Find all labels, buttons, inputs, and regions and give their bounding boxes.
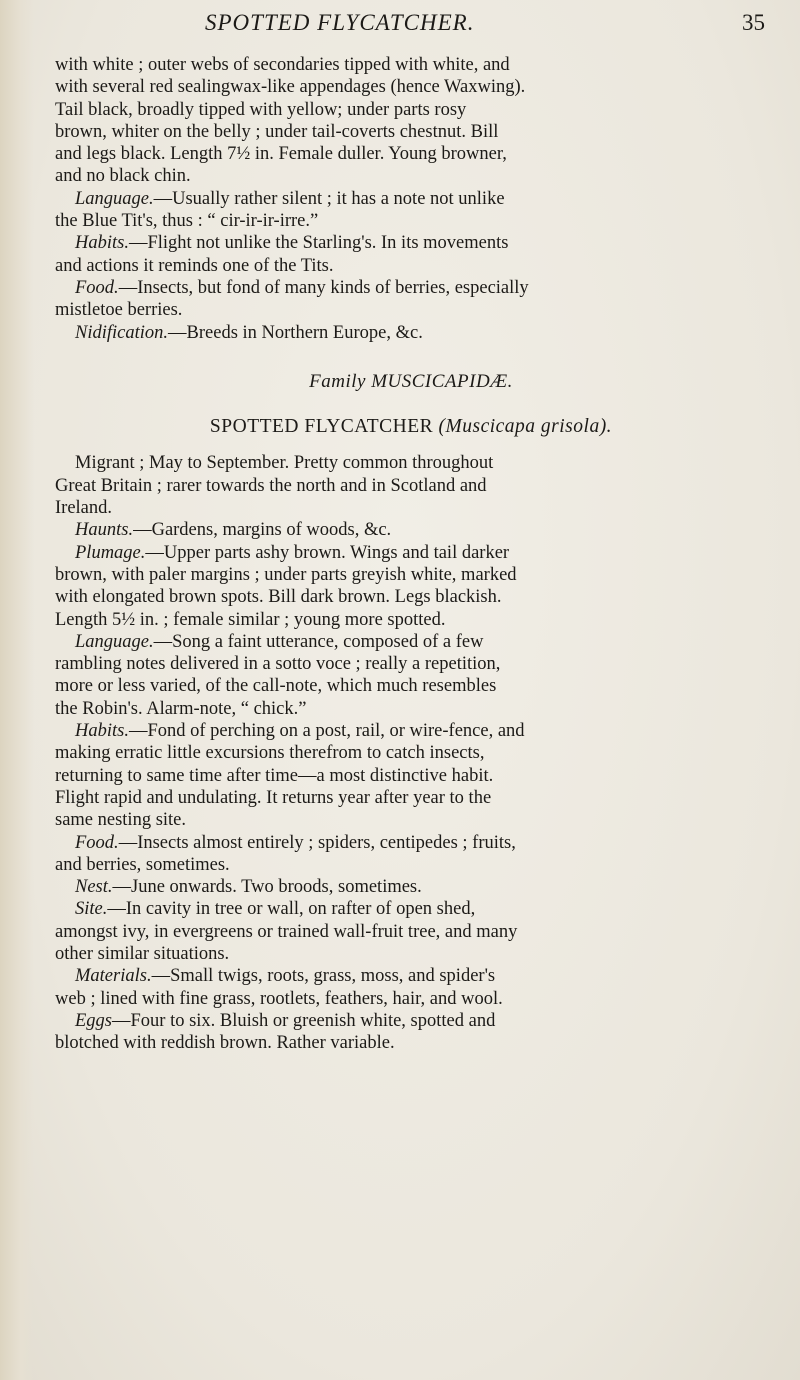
flycatcher-intro (55, 452, 767, 519)
section-label: Eggs (75, 1010, 112, 1031)
section-label: Materials. (75, 966, 152, 987)
text-line: —In cavity in tree or wall, on rafter of open shed, (107, 899, 476, 920)
waxwing-food (55, 277, 767, 322)
species-heading (55, 416, 767, 438)
text-line: and berries, sometimes. (55, 854, 230, 875)
section-label: Language. (75, 631, 154, 652)
section-label: Nest. (75, 877, 113, 898)
text-line: mistletoe berries. (55, 300, 183, 321)
text-line: other similar situations. (55, 943, 230, 964)
text-line: —Song a faint utterance, composed of a few (153, 631, 484, 652)
text-line: —Usually rather silent ; it has a note not unlike (153, 188, 505, 209)
text-line: —Breeds in Northern Europe, &c. (168, 322, 423, 343)
flycatcher-site (55, 898, 767, 965)
section-label: Plumage. (75, 542, 146, 563)
text-line: brown, with paler margins ; under parts greyish white, marked (55, 564, 517, 585)
section-label: Site. (75, 899, 108, 920)
waxwing-nidification (55, 322, 767, 344)
page-number: 35 (742, 10, 765, 35)
text-line: brown, whiter on the belly ; under tail-coverts chestnut. Bill (55, 121, 499, 142)
text-line: returning to same time after time—a most distinctive habit. (55, 765, 494, 786)
family-heading: Family MUSCICAPIDÆ. (309, 370, 513, 392)
waxwing-habits (55, 232, 767, 277)
text-line: —Gardens, margins of woods, &c. (133, 520, 392, 541)
text-line: —June onwards. Two broods, sometimes. (112, 877, 422, 898)
running-title: SPOTTED FLYCATCHER. (205, 10, 475, 35)
text-line: with several red sealingwax-like appendages (hence Waxwing). (55, 77, 526, 98)
page-binding-edge (0, 0, 34, 1380)
text-line: with elongated brown spots. Bill dark brown. Legs blackish. (55, 587, 502, 608)
text-line: same nesting site. (55, 810, 187, 831)
text-line: Tail black, broadly tipped with yellow; under parts rosy (55, 99, 467, 120)
page-body (55, 54, 767, 1054)
species-common-name: SPOTTED FLYCATCHER (209, 416, 434, 438)
text-line: and legs black. Length 7½ in. Female duller. Young browner, (55, 144, 507, 165)
text-line: Migrant ; May to September. Pretty common throughout (75, 453, 494, 474)
flycatcher-habits (55, 720, 767, 831)
flycatcher-eggs (55, 1010, 767, 1055)
text-line: amongst ivy, in evergreens or trained wall-fruit tree, and many (55, 921, 518, 942)
text-line: Great Britain ; rarer towards the north and in Scotland and (55, 475, 487, 496)
species-scientific-name: (Muscicapa grisola). (438, 416, 613, 438)
text-line: and no black chin. (55, 166, 191, 187)
flycatcher-nest (55, 876, 767, 898)
text-line: making erratic little excursions therefrom to catch insects, (55, 743, 485, 764)
waxwing-description (55, 54, 767, 188)
section-label: Habits. (75, 233, 129, 254)
section-label: Haunts. (75, 520, 134, 541)
text-line: —Insects almost entirely ; spiders, centipedes ; fruits, (118, 832, 516, 853)
text-line: rambling notes delivered in a sotto voce ; really a repetition, (55, 654, 501, 675)
text-line: —Flight not unlike the Starling's. In its movements (128, 233, 509, 254)
flycatcher-haunts (55, 519, 767, 541)
flycatcher-plumage (55, 542, 767, 631)
section-label: Food. (75, 277, 119, 298)
text-line: —Fond of perching on a post, rail, or wire-fence, and (128, 721, 525, 742)
text-line: —Four to six. Bluish or greenish white, spotted and (112, 1010, 496, 1031)
text-line: Length 5½ in. ; female similar ; young more spotted. (55, 609, 446, 630)
text-line: the Robin's. Alarm-note, “ chick.” (55, 698, 307, 719)
text-line: web ; lined with fine grass, rootlets, feathers, hair, and wool. (55, 988, 503, 1009)
flycatcher-food (55, 832, 767, 877)
flycatcher-materials (55, 965, 767, 1010)
section-label: Language. (75, 188, 154, 209)
text-line: —Small twigs, roots, grass, moss, and spider's (151, 966, 496, 987)
text-line: with white ; outer webs of secondaries tipped with white, and (55, 55, 510, 75)
text-line: Flight rapid and undulating. It returns year after year to the (55, 787, 492, 808)
page-header (205, 10, 765, 50)
section-label: Nidification. (75, 322, 169, 343)
text-line: more or less varied, of the call-note, which much resembles (55, 676, 497, 697)
text-line: the Blue Tit's, thus : “ cir-ir-ir-irre.” (55, 211, 319, 232)
section-label: Food. (75, 832, 119, 853)
flycatcher-language (55, 631, 767, 720)
text-line: Ireland. (55, 498, 113, 519)
text-line: —Insects, but fond of many kinds of berries, especially (118, 277, 529, 298)
text-line: blotched with reddish brown. Rather variable. (55, 1033, 395, 1054)
waxwing-language (55, 188, 767, 233)
text-line: —Upper parts ashy brown. Wings and tail darker (145, 542, 510, 563)
section-label: Habits. (75, 721, 129, 742)
text-line: and actions it reminds one of the Tits. (55, 255, 334, 276)
